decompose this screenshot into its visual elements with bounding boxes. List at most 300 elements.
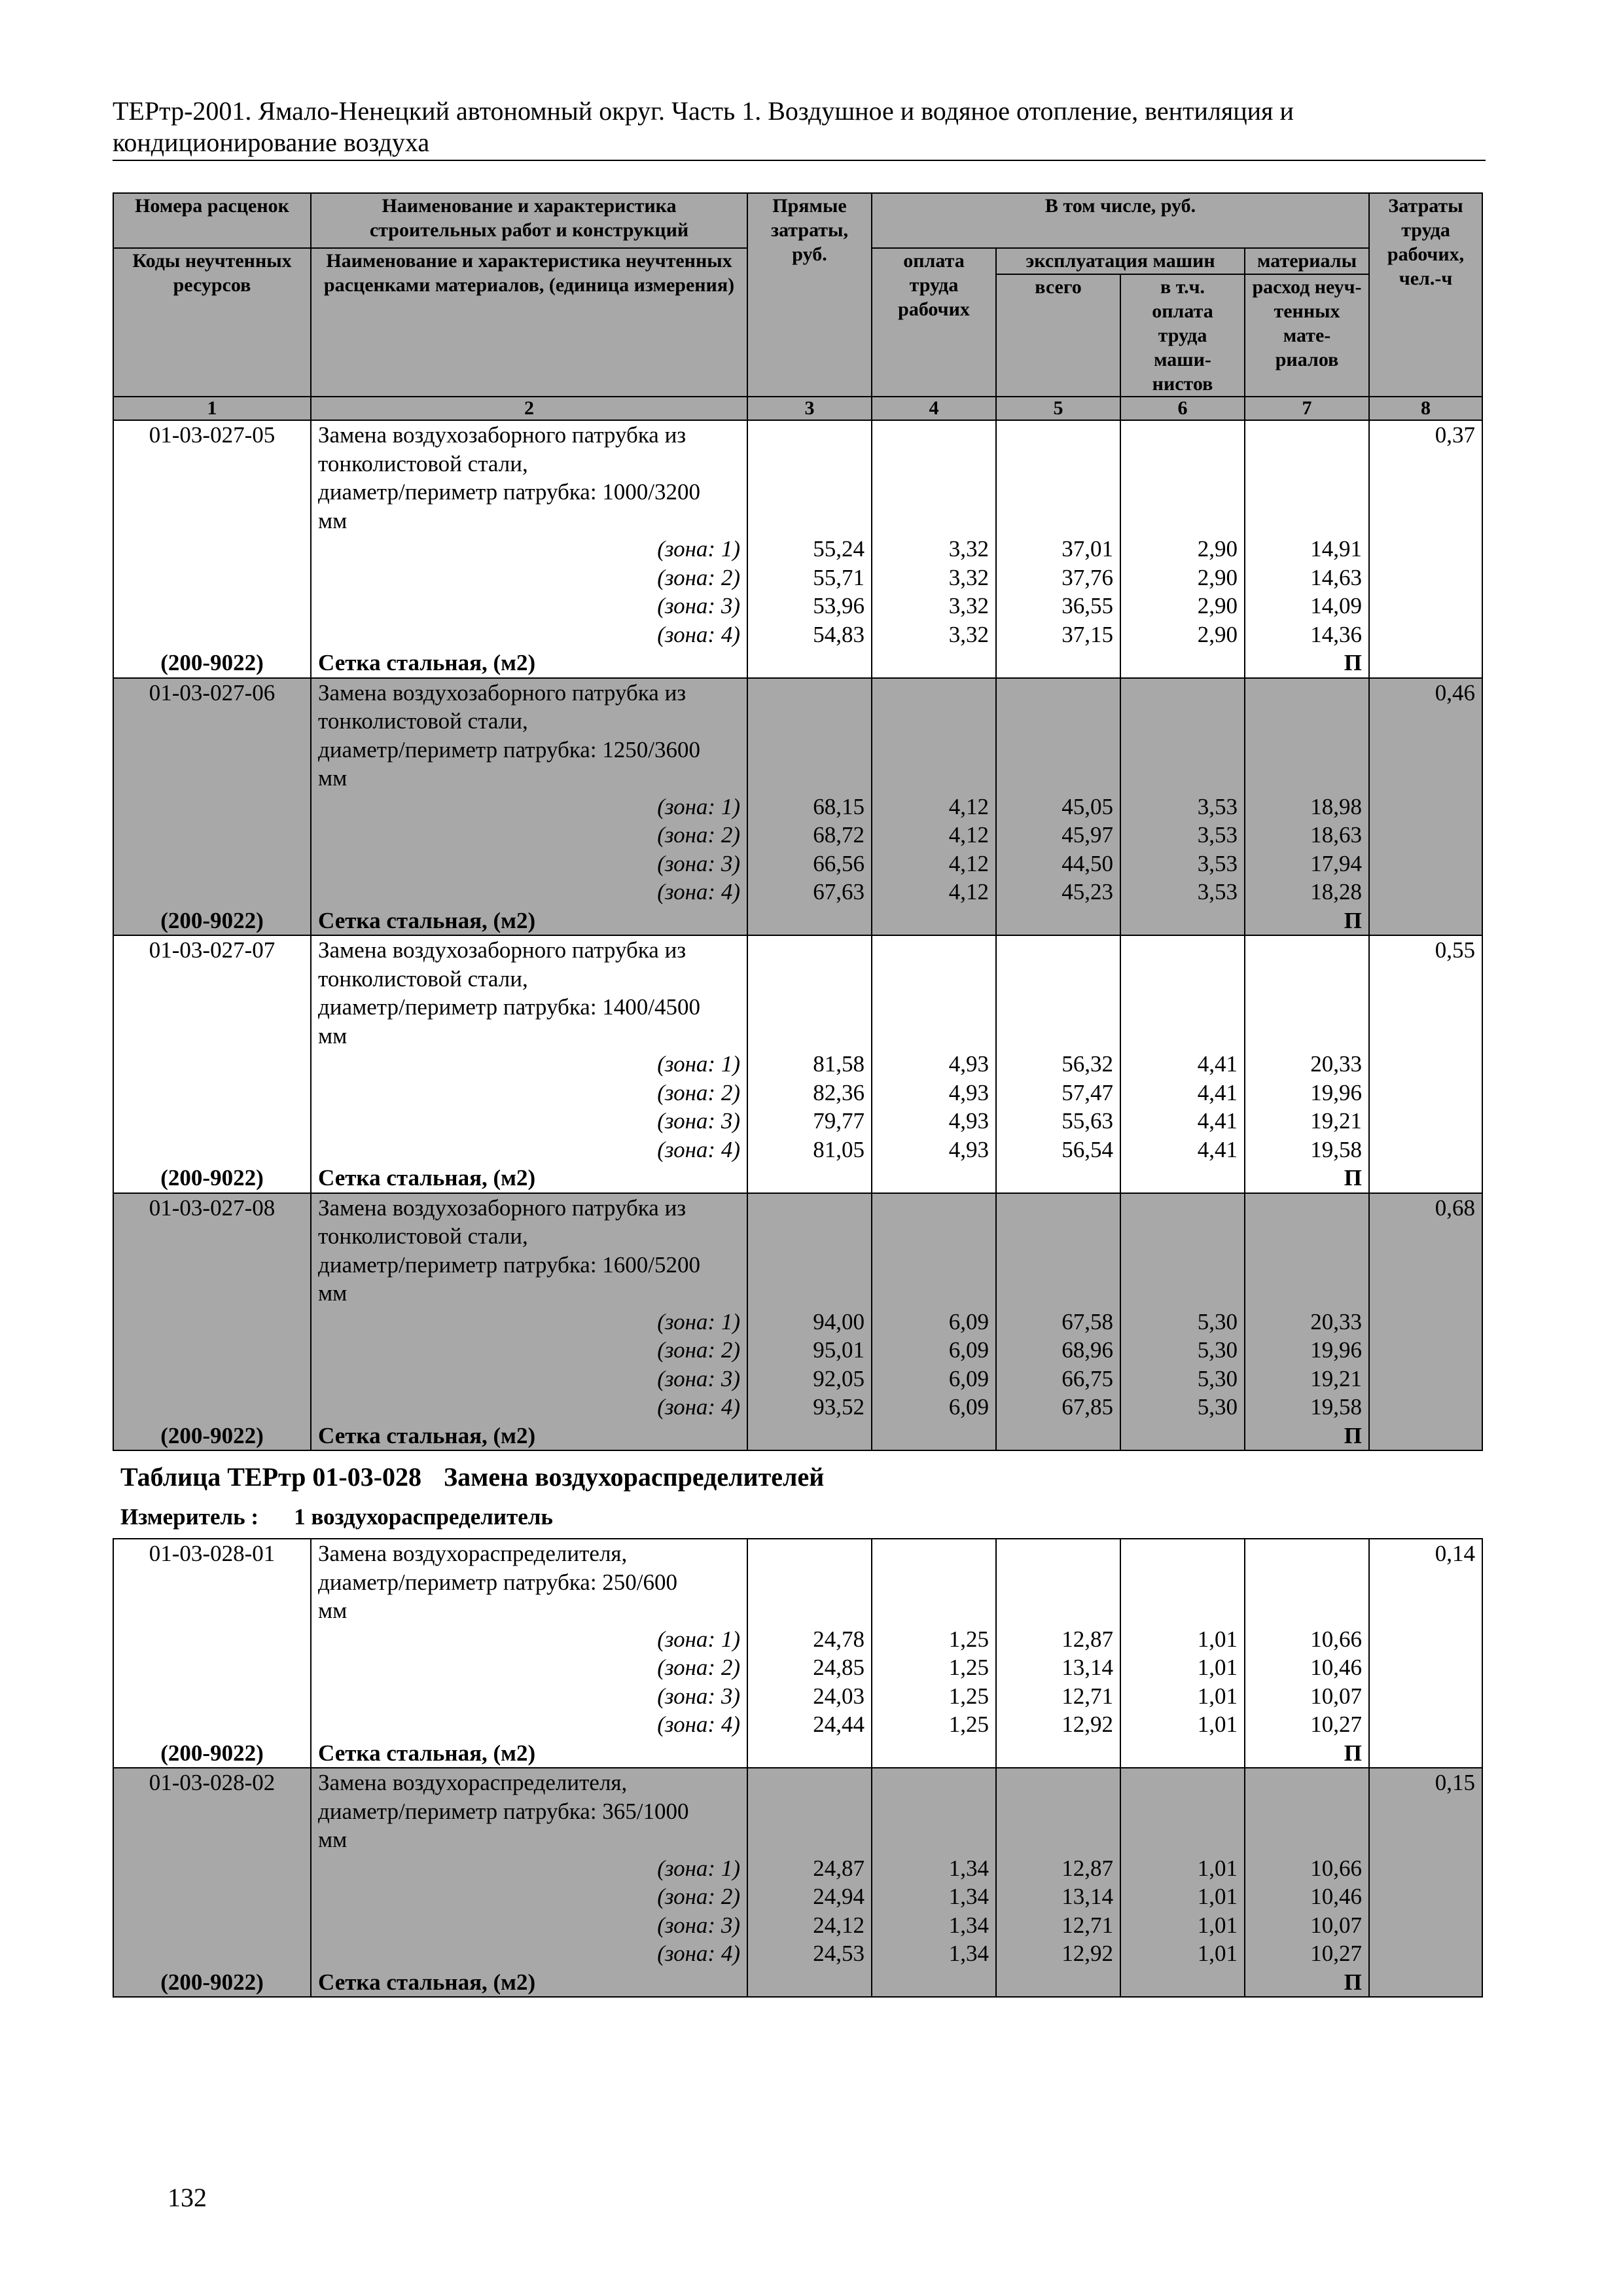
zone-row — [113, 1939, 1482, 1968]
machines-total: 36,55 — [996, 592, 1120, 620]
zone-row — [113, 535, 1482, 564]
empty-cell — [1369, 564, 1482, 592]
measure-unit: 1 воздухораспределитель — [294, 1504, 553, 1530]
zone-row — [113, 821, 1482, 850]
zone-row — [113, 1653, 1482, 1682]
table-header — [113, 193, 1482, 420]
rate-row — [113, 935, 1482, 1050]
description-line: диаметр/периметр патрубка: 1400/4500 — [318, 994, 701, 1020]
col-num-1: 1 — [113, 397, 311, 420]
machines-total: 12,87 — [996, 1625, 1120, 1654]
zone-label: (зона: 2) — [311, 821, 747, 850]
rate-description — [311, 420, 747, 535]
description-line: Замена воздухораспределителя, — [318, 1541, 628, 1566]
rate-row — [113, 1768, 1482, 1854]
unaccounted-materials: 20,33 — [1245, 1050, 1369, 1079]
zone-label: (зона: 3) — [311, 1365, 747, 1393]
empty-cell — [872, 1539, 996, 1625]
empty-cell — [1245, 1539, 1369, 1625]
machinist-pay: 1,01 — [1120, 1653, 1245, 1682]
machines-total: 45,23 — [996, 878, 1120, 906]
empty-cell — [872, 678, 996, 793]
rate-description — [311, 1193, 747, 1308]
rates-table — [113, 192, 1483, 1451]
zone-row — [113, 592, 1482, 620]
resource-name: Сетка стальная, (м2) — [311, 1164, 747, 1193]
machinist-pay: 1,01 — [1120, 1911, 1245, 1940]
direct-cost: 24,03 — [747, 1682, 872, 1711]
zone-label: (зона: 1) — [311, 1854, 747, 1883]
empty-cell — [1120, 1193, 1245, 1308]
rate-description — [311, 935, 747, 1050]
empty-cell — [1245, 420, 1369, 535]
rate-code: 01-03-027-06 — [113, 678, 311, 793]
empty-cell — [747, 1968, 872, 1998]
empty-cell — [747, 678, 872, 793]
direct-cost: 24,78 — [747, 1625, 872, 1654]
description-line: Замена воздухозаборного патрубка из — [318, 422, 687, 448]
table2-measure — [120, 1504, 553, 1530]
rate-code: 01-03-027-05 — [113, 420, 311, 535]
zone-label: (зона: 4) — [311, 878, 747, 906]
empty-cell — [1120, 1164, 1245, 1193]
machines-total: 44,50 — [996, 850, 1120, 878]
rate-row — [113, 1539, 1482, 1625]
col-num-2: 2 — [311, 397, 747, 420]
empty-cell — [996, 1193, 1120, 1308]
empty-cell — [996, 1768, 1120, 1854]
direct-cost: 24,12 — [747, 1911, 872, 1940]
labor-pay: 3,32 — [872, 620, 996, 649]
empty-cell — [872, 1739, 996, 1768]
unaccounted-materials: 14,63 — [1245, 564, 1369, 592]
col-num-3: 3 — [747, 397, 872, 420]
description-line: Замена воздухораспределителя, — [318, 1770, 628, 1795]
labor-cost: 0,68 — [1369, 1193, 1482, 1308]
empty-cell — [1369, 821, 1482, 850]
zone-row — [113, 793, 1482, 821]
direct-cost: 81,58 — [747, 1050, 872, 1079]
unaccounted-materials: 14,36 — [1245, 620, 1369, 649]
empty-cell — [1245, 1193, 1369, 1308]
description-line: диаметр/периметр патрубка: 365/1000 — [318, 1798, 689, 1824]
zone-label: (зона: 3) — [311, 1682, 747, 1711]
zone-row — [113, 1107, 1482, 1136]
machinist-pay: 1,01 — [1120, 1682, 1245, 1711]
page-number: 132 — [168, 2183, 207, 2212]
machinist-pay: 1,01 — [1120, 1625, 1245, 1654]
labor-pay: 4,12 — [872, 821, 996, 850]
labor-pay: 1,25 — [872, 1710, 996, 1739]
description-line: тонколистовой стали, — [318, 708, 528, 734]
col-num-4: 4 — [872, 397, 996, 420]
zone-label: (зона: 3) — [311, 1107, 747, 1136]
machinist-pay: 3,53 — [1120, 878, 1245, 906]
machines-total: 12,71 — [996, 1682, 1120, 1711]
resource-mark: П — [1245, 1968, 1369, 1998]
unaccounted-materials: 17,94 — [1245, 850, 1369, 878]
resource-row — [113, 1422, 1482, 1451]
machinist-pay: 5,30 — [1120, 1365, 1245, 1393]
empty-cell — [113, 1079, 311, 1107]
unaccounted-materials: 18,98 — [1245, 793, 1369, 821]
description-line: диаметр/периметр патрубка: 1250/3600 — [318, 736, 701, 762]
resource-mark: П — [1245, 1422, 1369, 1451]
empty-cell — [872, 420, 996, 535]
description-line: диаметр/периметр патрубка: 1000/3200 — [318, 479, 701, 505]
zone-row — [113, 878, 1482, 906]
empty-cell — [113, 1882, 311, 1911]
unaccounted-materials: 14,09 — [1245, 592, 1369, 620]
empty-cell — [113, 1050, 311, 1079]
unaccounted-materials: 10,27 — [1245, 1710, 1369, 1739]
rate-code: 01-03-028-02 — [113, 1768, 311, 1854]
empty-cell — [1369, 1653, 1482, 1682]
empty-cell — [113, 1136, 311, 1164]
empty-cell — [113, 592, 311, 620]
unaccounted-materials: 10,27 — [1245, 1939, 1369, 1968]
zone-label: (зона: 4) — [311, 1939, 747, 1968]
empty-cell — [1120, 420, 1245, 535]
empty-cell — [113, 1107, 311, 1136]
empty-cell — [113, 1682, 311, 1711]
labor-pay: 4,93 — [872, 1136, 996, 1164]
rate-description — [311, 1768, 747, 1854]
empty-cell — [1369, 1710, 1482, 1739]
description-line: диаметр/периметр патрубка: 1600/5200 — [318, 1251, 701, 1278]
empty-cell — [1369, 1682, 1482, 1711]
machines-total: 13,14 — [996, 1653, 1120, 1682]
empty-cell — [747, 1768, 872, 1854]
empty-cell — [1245, 678, 1369, 793]
machinist-pay: 2,90 — [1120, 620, 1245, 649]
description-line: мм — [318, 507, 348, 533]
empty-cell — [747, 1193, 872, 1308]
zone-row — [113, 1308, 1482, 1336]
table-body-2 — [113, 1539, 1482, 1997]
empty-cell — [1120, 1968, 1245, 1998]
description-line: Замена воздухозаборного патрубка из — [318, 937, 687, 963]
empty-cell — [872, 906, 996, 936]
empty-cell — [1369, 1882, 1482, 1911]
unaccounted-materials: 10,07 — [1245, 1911, 1369, 1940]
machines-total: 68,96 — [996, 1336, 1120, 1365]
empty-cell — [1369, 1939, 1482, 1968]
unaccounted-materials: 14,91 — [1245, 535, 1369, 564]
direct-cost: 55,71 — [747, 564, 872, 592]
empty-cell — [1369, 850, 1482, 878]
empty-cell — [1369, 793, 1482, 821]
machines-total: 56,54 — [996, 1136, 1120, 1164]
unaccounted-materials: 19,58 — [1245, 1136, 1369, 1164]
zone-row — [113, 1050, 1482, 1079]
empty-cell — [872, 1164, 996, 1193]
header-machinist-pay: в т.ч. оплата труда маши-нистов — [1120, 274, 1245, 397]
labor-pay: 3,32 — [872, 564, 996, 592]
empty-cell — [1369, 1968, 1482, 1998]
resource-code: (200-9022) — [113, 906, 311, 936]
resource-row — [113, 1739, 1482, 1768]
zone-row — [113, 1625, 1482, 1654]
empty-cell — [1245, 1768, 1369, 1854]
empty-cell — [747, 420, 872, 535]
header-resource-codes: Коды неучтенных ресурсов — [113, 248, 311, 397]
description-line: тонколистовой стали, — [318, 1223, 528, 1249]
empty-cell — [747, 1539, 872, 1625]
resource-row — [113, 1164, 1482, 1193]
resource-code: (200-9022) — [113, 649, 311, 678]
resource-code: (200-9022) — [113, 1164, 311, 1193]
zone-label: (зона: 1) — [311, 535, 747, 564]
machines-total: 66,75 — [996, 1365, 1120, 1393]
direct-cost: 66,56 — [747, 850, 872, 878]
labor-pay: 1,25 — [872, 1625, 996, 1654]
zone-row — [113, 1336, 1482, 1365]
empty-cell — [1120, 1768, 1245, 1854]
header-labor-costs: Затраты труда рабочих, чел.-ч — [1369, 193, 1482, 397]
zone-row — [113, 1882, 1482, 1911]
empty-cell — [113, 1710, 311, 1739]
labor-pay: 6,09 — [872, 1308, 996, 1336]
empty-cell — [1245, 935, 1369, 1050]
labor-pay: 6,09 — [872, 1336, 996, 1365]
labor-pay: 1,34 — [872, 1939, 996, 1968]
zone-label: (зона: 2) — [311, 564, 747, 592]
rates-table-2 — [113, 1538, 1483, 1998]
empty-cell — [747, 906, 872, 936]
zone-label: (зона: 2) — [311, 1336, 747, 1365]
empty-cell — [113, 793, 311, 821]
resource-name: Сетка стальная, (м2) — [311, 1422, 747, 1451]
empty-cell — [113, 1939, 311, 1968]
zone-label: (зона: 4) — [311, 1710, 747, 1739]
machinist-pay: 3,53 — [1120, 850, 1245, 878]
empty-cell — [1120, 649, 1245, 678]
zone-row — [113, 620, 1482, 649]
machines-total: 12,92 — [996, 1939, 1120, 1968]
empty-cell — [747, 1739, 872, 1768]
rate-code: 01-03-028-01 — [113, 1539, 311, 1625]
empty-cell — [996, 649, 1120, 678]
col-num-8: 8 — [1369, 397, 1482, 420]
zone-label: (зона: 4) — [311, 1136, 747, 1164]
empty-cell — [1369, 1625, 1482, 1654]
machines-total: 45,97 — [996, 821, 1120, 850]
direct-cost: 53,96 — [747, 592, 872, 620]
resource-name: Сетка стальная, (м2) — [311, 1739, 747, 1768]
machinist-pay: 2,90 — [1120, 592, 1245, 620]
unaccounted-materials: 18,63 — [1245, 821, 1369, 850]
machinist-pay: 1,01 — [1120, 1710, 1245, 1739]
rate-row — [113, 1193, 1482, 1308]
zone-label: (зона: 2) — [311, 1079, 747, 1107]
empty-cell — [1369, 1911, 1482, 1940]
header-unaccounted-materials: расход неуч-тенных мате-риалов — [1245, 274, 1369, 397]
description-line: мм — [318, 765, 348, 791]
machinist-pay: 4,41 — [1120, 1050, 1245, 1079]
machinist-pay: 3,53 — [1120, 821, 1245, 850]
empty-cell — [113, 1393, 311, 1422]
machinist-pay: 2,90 — [1120, 535, 1245, 564]
rate-row — [113, 420, 1482, 535]
empty-cell — [1369, 592, 1482, 620]
direct-cost: 92,05 — [747, 1365, 872, 1393]
empty-cell — [1369, 1854, 1482, 1883]
labor-pay: 1,25 — [872, 1682, 996, 1711]
direct-cost: 54,83 — [747, 620, 872, 649]
labor-pay: 4,93 — [872, 1107, 996, 1136]
zone-row — [113, 1682, 1482, 1711]
empty-cell — [996, 1164, 1120, 1193]
empty-cell — [996, 1739, 1120, 1768]
col-num-7: 7 — [1245, 397, 1369, 420]
direct-cost: 82,36 — [747, 1079, 872, 1107]
col-num-5: 5 — [996, 397, 1120, 420]
machinist-pay: 4,41 — [1120, 1079, 1245, 1107]
resource-mark: П — [1245, 649, 1369, 678]
unaccounted-materials: 10,46 — [1245, 1653, 1369, 1682]
description-line: мм — [318, 1598, 348, 1623]
empty-cell — [872, 1422, 996, 1451]
machines-total: 37,76 — [996, 564, 1120, 592]
unaccounted-materials: 10,46 — [1245, 1882, 1369, 1911]
empty-cell — [113, 1911, 311, 1940]
empty-cell — [113, 564, 311, 592]
empty-cell — [1369, 1336, 1482, 1365]
empty-cell — [1369, 906, 1482, 936]
labor-pay: 1,34 — [872, 1854, 996, 1883]
rate-description — [311, 1539, 747, 1625]
empty-cell — [747, 935, 872, 1050]
labor-pay: 4,12 — [872, 850, 996, 878]
zone-row — [113, 1710, 1482, 1739]
machines-total: 56,32 — [996, 1050, 1120, 1079]
zone-label: (зона: 1) — [311, 1308, 747, 1336]
resource-code: (200-9022) — [113, 1422, 311, 1451]
direct-cost: 24,87 — [747, 1854, 872, 1883]
empty-cell — [996, 420, 1120, 535]
machinist-pay: 4,41 — [1120, 1107, 1245, 1136]
header-machines-total: всего — [996, 274, 1120, 397]
header-direct-costs: Прямые затраты, руб. — [747, 193, 872, 397]
direct-cost: 68,72 — [747, 821, 872, 850]
resource-row — [113, 906, 1482, 936]
labor-pay: 3,32 — [872, 592, 996, 620]
labor-pay: 4,12 — [872, 878, 996, 906]
direct-cost: 79,77 — [747, 1107, 872, 1136]
empty-cell — [872, 1968, 996, 1998]
empty-cell — [113, 1365, 311, 1393]
direct-cost: 24,44 — [747, 1710, 872, 1739]
empty-cell — [872, 649, 996, 678]
description-line: Замена воздухозаборного патрубка из — [318, 1194, 687, 1221]
direct-cost: 81,05 — [747, 1136, 872, 1164]
resource-mark: П — [1245, 1739, 1369, 1768]
empty-cell — [872, 935, 996, 1050]
zone-row — [113, 564, 1482, 592]
resource-mark: П — [1245, 906, 1369, 936]
unaccounted-materials: 20,33 — [1245, 1308, 1369, 1336]
labor-pay: 1,34 — [872, 1882, 996, 1911]
resource-row — [113, 1968, 1482, 1998]
machinist-pay: 1,01 — [1120, 1854, 1245, 1883]
empty-cell — [996, 906, 1120, 936]
empty-cell — [113, 1336, 311, 1365]
zone-label: (зона: 4) — [311, 1393, 747, 1422]
machines-total: 67,85 — [996, 1393, 1120, 1422]
machinist-pay: 1,01 — [1120, 1882, 1245, 1911]
empty-cell — [1369, 878, 1482, 906]
empty-cell — [747, 649, 872, 678]
empty-cell — [747, 1422, 872, 1451]
empty-cell — [113, 1308, 311, 1336]
description-line: тонколистовой стали, — [318, 450, 528, 476]
rate-description — [311, 678, 747, 793]
zone-label: (зона: 3) — [311, 850, 747, 878]
machinist-pay: 1,01 — [1120, 1939, 1245, 1968]
labor-pay: 6,09 — [872, 1365, 996, 1393]
labor-cost: 0,37 — [1369, 420, 1482, 535]
header-including: В том числе, руб. — [872, 193, 1369, 248]
empty-cell — [996, 935, 1120, 1050]
machines-total: 12,71 — [996, 1911, 1120, 1940]
machinist-pay: 3,53 — [1120, 793, 1245, 821]
resource-name: Сетка стальная, (м2) — [311, 649, 747, 678]
empty-cell — [1120, 1539, 1245, 1625]
description-line: мм — [318, 1280, 348, 1306]
zone-row — [113, 850, 1482, 878]
empty-cell — [1369, 1079, 1482, 1107]
machines-total: 45,05 — [996, 793, 1120, 821]
unaccounted-materials: 19,96 — [1245, 1079, 1369, 1107]
rate-code: 01-03-027-08 — [113, 1193, 311, 1308]
empty-cell — [872, 1193, 996, 1308]
zone-label: (зона: 3) — [311, 592, 747, 620]
direct-cost: 67,63 — [747, 878, 872, 906]
empty-cell — [113, 878, 311, 906]
direct-cost: 24,53 — [747, 1939, 872, 1968]
empty-cell — [1120, 678, 1245, 793]
unaccounted-materials: 10,66 — [1245, 1854, 1369, 1883]
empty-cell — [1120, 935, 1245, 1050]
empty-cell — [747, 1164, 872, 1193]
zone-row — [113, 1136, 1482, 1164]
empty-cell — [113, 1854, 311, 1883]
empty-cell — [996, 678, 1120, 793]
zone-row — [113, 1854, 1482, 1883]
zone-label: (зона: 1) — [311, 1625, 747, 1654]
table2-label: Таблица ТЕРтр 01-03-028 — [120, 1462, 422, 1492]
labor-cost: 0,14 — [1369, 1539, 1482, 1625]
resource-mark: П — [1245, 1164, 1369, 1193]
empty-cell — [872, 1768, 996, 1854]
machinist-pay: 5,30 — [1120, 1308, 1245, 1336]
unaccounted-materials: 19,96 — [1245, 1336, 1369, 1365]
empty-cell — [1369, 1107, 1482, 1136]
zone-row — [113, 1911, 1482, 1940]
table-body — [113, 420, 1482, 1450]
labor-cost: 0,15 — [1369, 1768, 1482, 1854]
description-line: диаметр/периметр патрубка: 250/600 — [318, 1569, 678, 1595]
resource-row — [113, 649, 1482, 678]
empty-cell — [1369, 1050, 1482, 1079]
labor-pay: 3,32 — [872, 535, 996, 564]
measure-label: Измеритель : — [120, 1504, 259, 1530]
header-work-name: Наименование и характеристика строительных работ и конструкций — [311, 193, 747, 248]
zone-label: (зона: 1) — [311, 1050, 747, 1079]
empty-cell — [113, 620, 311, 649]
machinist-pay: 4,41 — [1120, 1136, 1245, 1164]
